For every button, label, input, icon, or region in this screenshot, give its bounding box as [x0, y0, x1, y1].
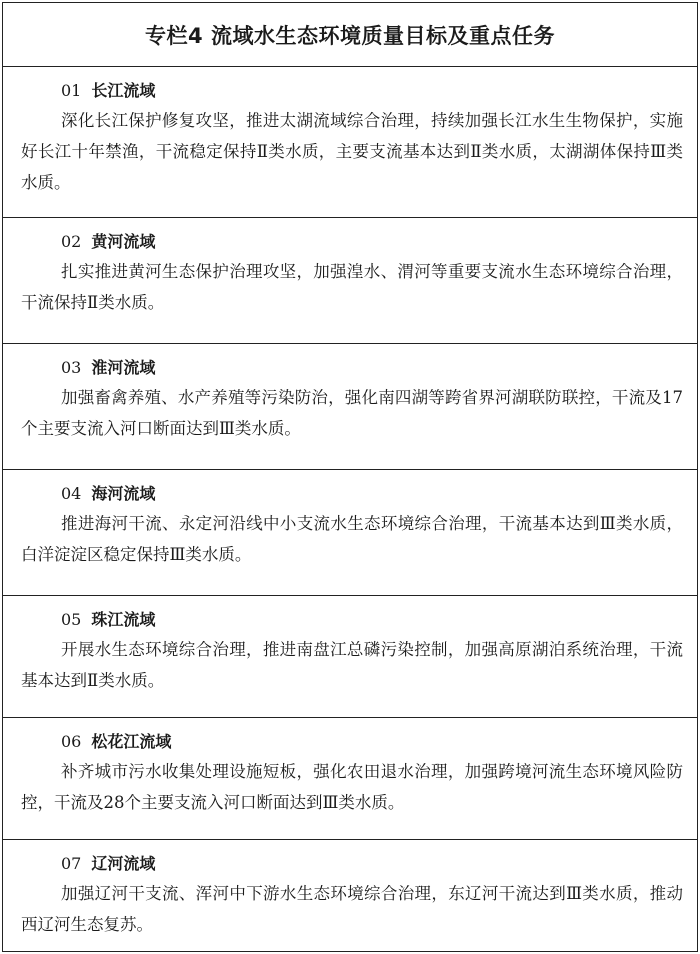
- section-name: 辽河流域: [91, 854, 156, 873]
- section-huaihe: [3, 344, 697, 470]
- section-text: 加强畜禽养殖、水产养殖等污染防治，强化南四湖等跨省界河湖联防联控，干流及17个主要支流入河口断面达到Ⅲ类水质。: [21, 388, 683, 438]
- column-title: 专栏4 流域水生态环境质量目标及重点任务: [3, 3, 697, 67]
- section-name: 海河流域: [91, 484, 156, 503]
- section-number: 05: [61, 610, 82, 629]
- section-text: 补齐城市污水收集处理设施短板，强化农田退水治理，加强跨境河流生态环境风险防控，干流及28个主要支流入河口断面达到Ⅲ类水质。: [21, 762, 683, 812]
- section-number: 07: [61, 854, 82, 873]
- section-songhuajiang: [3, 718, 697, 840]
- section-name: 松花江流域: [91, 732, 172, 751]
- section-name: 珠江流域: [91, 610, 156, 629]
- section-heading: [21, 230, 683, 254]
- column-box: [2, 2, 698, 952]
- section-liaohe: [3, 840, 697, 951]
- section-number: 01: [61, 81, 82, 100]
- section-number: 06: [61, 732, 82, 751]
- section-zhujiang: [3, 596, 697, 718]
- section-heading: [21, 79, 683, 103]
- section-text: 深化长江保护修复攻坚，推进太湖流域综合治理，持续加强长江水生生物保护，实施好长江十年禁渔，干流稳定保持Ⅱ类水质，主要支流基本达到Ⅱ类水质，太湖湖体保持Ⅲ类水质。: [21, 111, 683, 192]
- section-haihe: [3, 470, 697, 596]
- section-name: 淮河流域: [91, 358, 156, 377]
- section-number: 03: [61, 358, 82, 377]
- section-text: 开展水生态环境综合治理，推进南盘江总磷污染控制，加强高原湖泊系统治理，干流基本达到Ⅱ类水质。: [21, 640, 683, 690]
- section-name: 长江流域: [91, 81, 156, 100]
- section-heading: [21, 730, 683, 754]
- section-heading: [21, 852, 683, 876]
- section-changjiang: [3, 67, 697, 218]
- section-huanghe: [3, 218, 697, 344]
- section-text: 加强辽河干支流、浑河中下游水生态环境综合治理，东辽河干流达到Ⅲ类水质，推动西辽河生态复苏。: [21, 884, 683, 934]
- section-text: 扎实推进黄河生态保护治理攻坚，加强湟水、渭河等重要支流水生态环境综合治理，干流保持Ⅱ类水质。: [21, 262, 683, 312]
- section-heading: [21, 356, 683, 380]
- section-heading: [21, 608, 683, 632]
- section-text: 推进海河干流、永定河沿线中小支流水生态环境综合治理，干流基本达到Ⅲ类水质，白洋淀淀区稳定保持Ⅲ类水质。: [21, 514, 683, 564]
- section-number: 04: [61, 484, 82, 503]
- section-number: 02: [61, 232, 82, 251]
- section-heading: [21, 482, 683, 506]
- section-name: 黄河流域: [91, 232, 156, 251]
